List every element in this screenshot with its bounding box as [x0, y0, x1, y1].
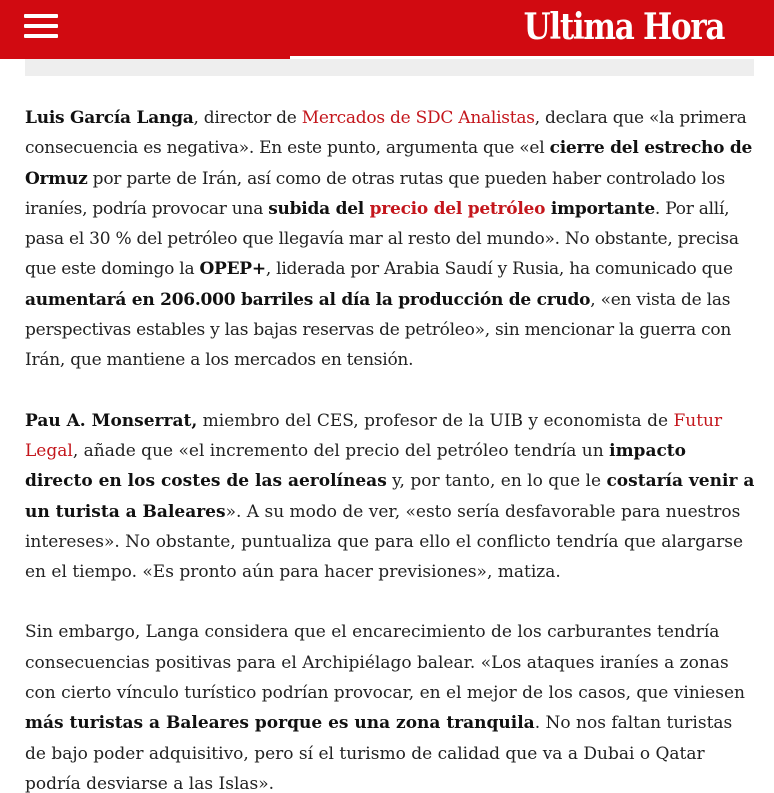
bold-text-part: importante [545, 198, 655, 219]
text: , «en vista de las perspectivas estables y las bajas reservas de petróleo», sin mencionar la guerra con Irán, que mantiene a los mercados en tensión. [25, 289, 732, 371]
article-body [25, 103, 755, 793]
text: ». A su modo de ver, «esto sería desfavorable para nuestros intereses». No obstante, puntualiza que para ello el conflicto tendría que alargarse en el tiempo. «Es pronto aún para hacer previsiones», matiza. [25, 501, 744, 583]
header-gray-strip [25, 59, 754, 76]
bold-text: más turistas a Baleares porque es una zona tranquila [25, 713, 535, 734]
menu-line [24, 14, 58, 18]
text: . Por allí, pasa el 30 % del petróleo que llegavía mar al resto del mundo». No obstante, precisa que este domingo la [25, 198, 739, 280]
bold-text [268, 199, 655, 219]
link-mercados-sdc-analistas[interactable]: Mercados de SDC Analistas [301, 108, 535, 128]
text: por parte de Irán, así como de otras rutas que pueden haber controlado los iraníes, podría provocar una [25, 168, 725, 219]
site-logo[interactable]: Ultima Hora [523, 6, 724, 48]
link-futur-legal[interactable]: Futur Legal [25, 410, 723, 461]
person-name: Luis García Langa [25, 108, 194, 128]
text: y, por tanto, en lo que le [386, 471, 607, 492]
bold-text: aumentará en 206.000 barriles al día la producción de crudo [25, 289, 591, 310]
text: , liderada por Arabia Saudí y Rusia, ha comunicado que [265, 259, 733, 280]
text: . No nos faltan turistas de bajo poder adquisitivo, pero sí el turismo de calidad que va a Dubai o Qatar podría desviarse a las Islas». [25, 713, 733, 793]
text: , declara que «la primera consecuencia es negativa». En este punto, argumenta que «el [25, 108, 747, 159]
menu-line [24, 34, 58, 38]
text: Sin embargo, Langa considera que el encarecimiento de los carburantes tendría consecuencias positivas para el Archipiélago balear. «Los ataques iraníes a zonas con cierto vínculo turístico podrían provocar, en el mejor de los casos, que viniesen [25, 622, 745, 704]
paragraph-2 [25, 406, 755, 588]
text: miembro del CES, profesor de la UIB y economista de [197, 410, 674, 431]
bold-text-part: subida del [268, 198, 370, 219]
bold-text: cierre del estrecho de Ormuz [25, 138, 753, 189]
paragraph-3 [25, 617, 755, 793]
hamburger-menu-icon[interactable] [24, 11, 58, 41]
bold-text: OPEP+ [199, 259, 266, 280]
paragraph-1 [25, 103, 755, 376]
bold-text: costaría venir a un turista a Baleares [25, 471, 755, 522]
text: , director de [193, 108, 302, 128]
bold-text: impacto directo en los costes de las aerolíneas [25, 440, 686, 492]
menu-line [24, 24, 58, 28]
site-header [0, 0, 774, 56]
person-name: Pau A. Monserrat, [25, 410, 198, 431]
link-precio-del-petroleo[interactable]: precio del petróleo [369, 198, 546, 219]
text: , añade que «el incremento del precio del petróleo tendría un [72, 440, 610, 461]
